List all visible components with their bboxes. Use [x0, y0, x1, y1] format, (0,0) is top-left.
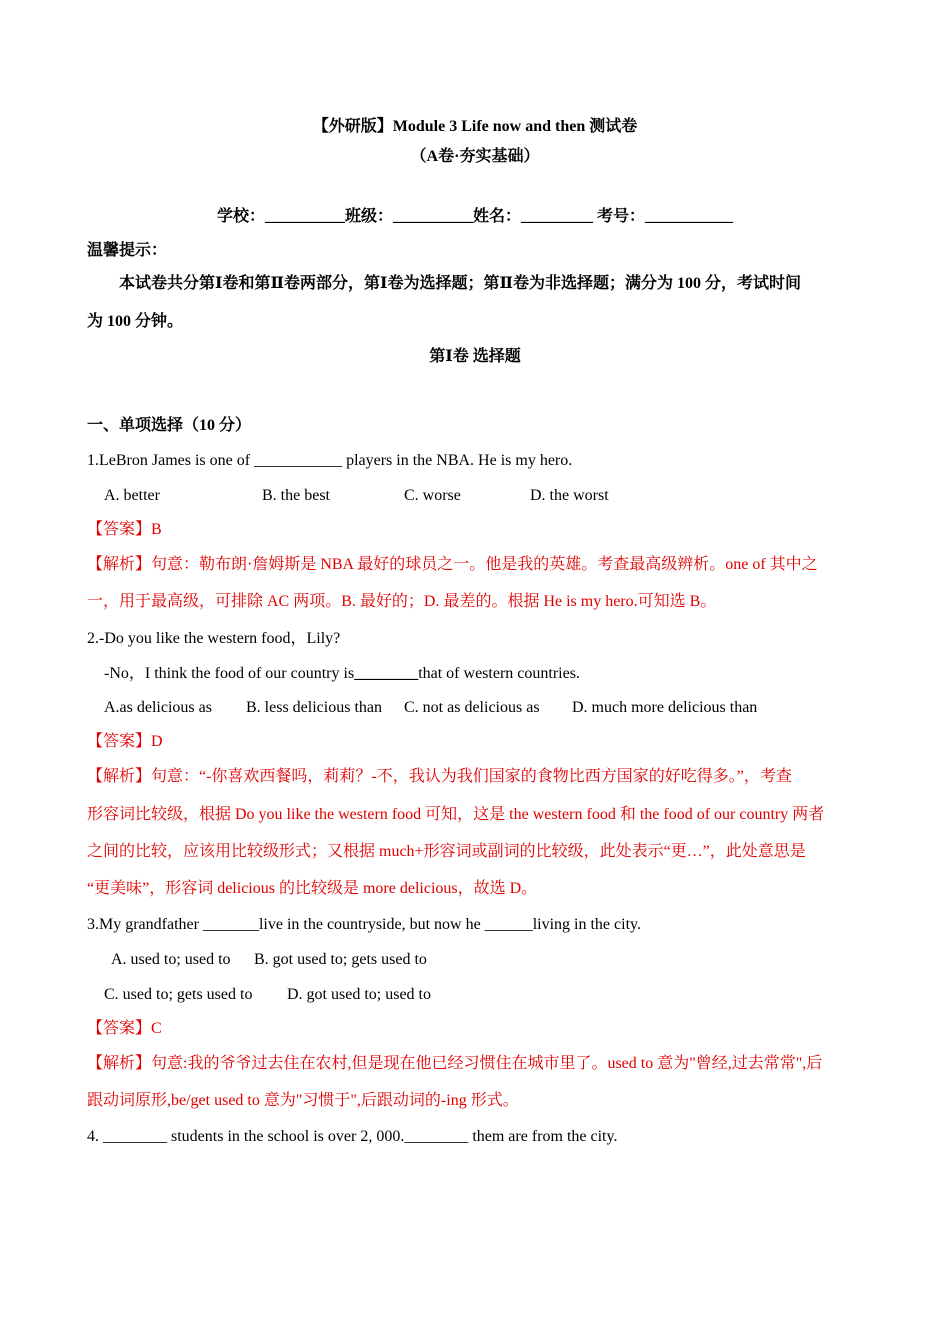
question-2-stem-part-a: -No，I think the food of our country is [104, 665, 355, 682]
question-4-stem: 4. ________ students in the school is over 2, 000.________ them are from the city. [87, 1128, 618, 1145]
question-2-option-b: B. less delicious than [246, 699, 382, 716]
question-2-answer: 【答案】D [87, 733, 163, 750]
part-title: 第Ⅰ卷 选择题 [429, 348, 521, 365]
question-3-answer: 【答案】C [87, 1020, 162, 1037]
document-title: 【外研版】Module 3 Life now and then 测试卷 [312, 118, 638, 135]
question-3-analysis-line-1: 【解析】句意:我的爷爷过去住在农村,但是现在他已经习惯住在城市里了。used to 意为"曾经,过去常常",后 [87, 1055, 823, 1072]
question-1-option-c: C. worse [404, 487, 461, 504]
question-2-analysis-line-1: 【解析】句意：“-你喜欢西餐吗，莉莉？-不，我认为我们国家的食物比西方国家的好吃得多。”，考查 [87, 768, 792, 785]
question-2-option-d: D. much more delicious than [572, 699, 758, 716]
question-2-stem: 2.-Do you like the western food，Lily? [87, 630, 341, 647]
tip-label: 温馨提示： [87, 242, 168, 259]
question-2-stem-part-b: that of western countries. [418, 665, 580, 682]
question-2-blank: ________ [354, 665, 419, 682]
question-3-option-b: B. got used to; gets used to [254, 951, 427, 968]
student-info-line: 学校：__________班级：__________姓名：_________ 考号：___________ [216, 208, 733, 225]
question-1-answer: 【答案】B [87, 521, 162, 538]
question-1-option-a: A. better [104, 487, 160, 504]
question-1-analysis-line-1: 【解析】句意：勒布朗·詹姆斯是 NBA 最好的球员之一。他是我的英雄。考查最高级辨析。one of 其中之 [87, 556, 818, 573]
question-1-option-b: B. the best [262, 487, 330, 504]
question-3-analysis-line-2: 跟动词原形,be/get used to 意为"习惯于",后跟动词的-ing 形式。 [87, 1092, 519, 1109]
tip-line-2: 为 100 分钟。 [87, 313, 184, 330]
question-1-option-d: D. the worst [530, 487, 609, 504]
question-3-option-d: D. got used to; used to [287, 986, 431, 1003]
question-3-option-a: A. used to; used to [111, 951, 231, 968]
tip-line-1: 本试卷共分第Ⅰ卷和第Ⅱ卷两部分，第Ⅰ卷为选择题；第Ⅱ卷为非选择题；满分为 100 分，考试时间 [119, 275, 801, 292]
question-2-analysis-line-4: “更美味”，形容词 delicious 的比较级是 more delicious，故选 D。 [87, 880, 538, 897]
question-1-stem: 1.LeBron James is one of ___________ players in the NBA. He is my hero. [87, 452, 573, 469]
question-3-stem: 3.My grandfather _______live in the countryside, but now he ______living in the city. [87, 916, 641, 933]
question-1-analysis-line-2: 一，用于最高级，可排除 AC 两项。B. 最好的；D. 最差的。根据 He is my hero.可知选 B。 [87, 593, 717, 610]
question-2-option-c: C. not as delicious as [404, 699, 540, 716]
question-2-stem-line-2 [104, 664, 580, 684]
document-subtitle: （A卷·夯实基础） [410, 148, 540, 165]
question-2-analysis-line-3: 之间的比较，应该用比较级形式；又根据 much+形容词或副词的比较级，此处表示“更…”，此处意思是 [87, 843, 806, 860]
question-2-analysis-line-2: 形容词比较级，根据 Do you like the western food 可知，这是 the western food 和 the food of our country 两者 [87, 806, 825, 823]
question-3-option-c: C. used to; gets used to [104, 986, 253, 1003]
section-title: 一、单项选择（10 分） [87, 417, 252, 434]
question-2-option-a: A.as delicious as [104, 699, 212, 716]
